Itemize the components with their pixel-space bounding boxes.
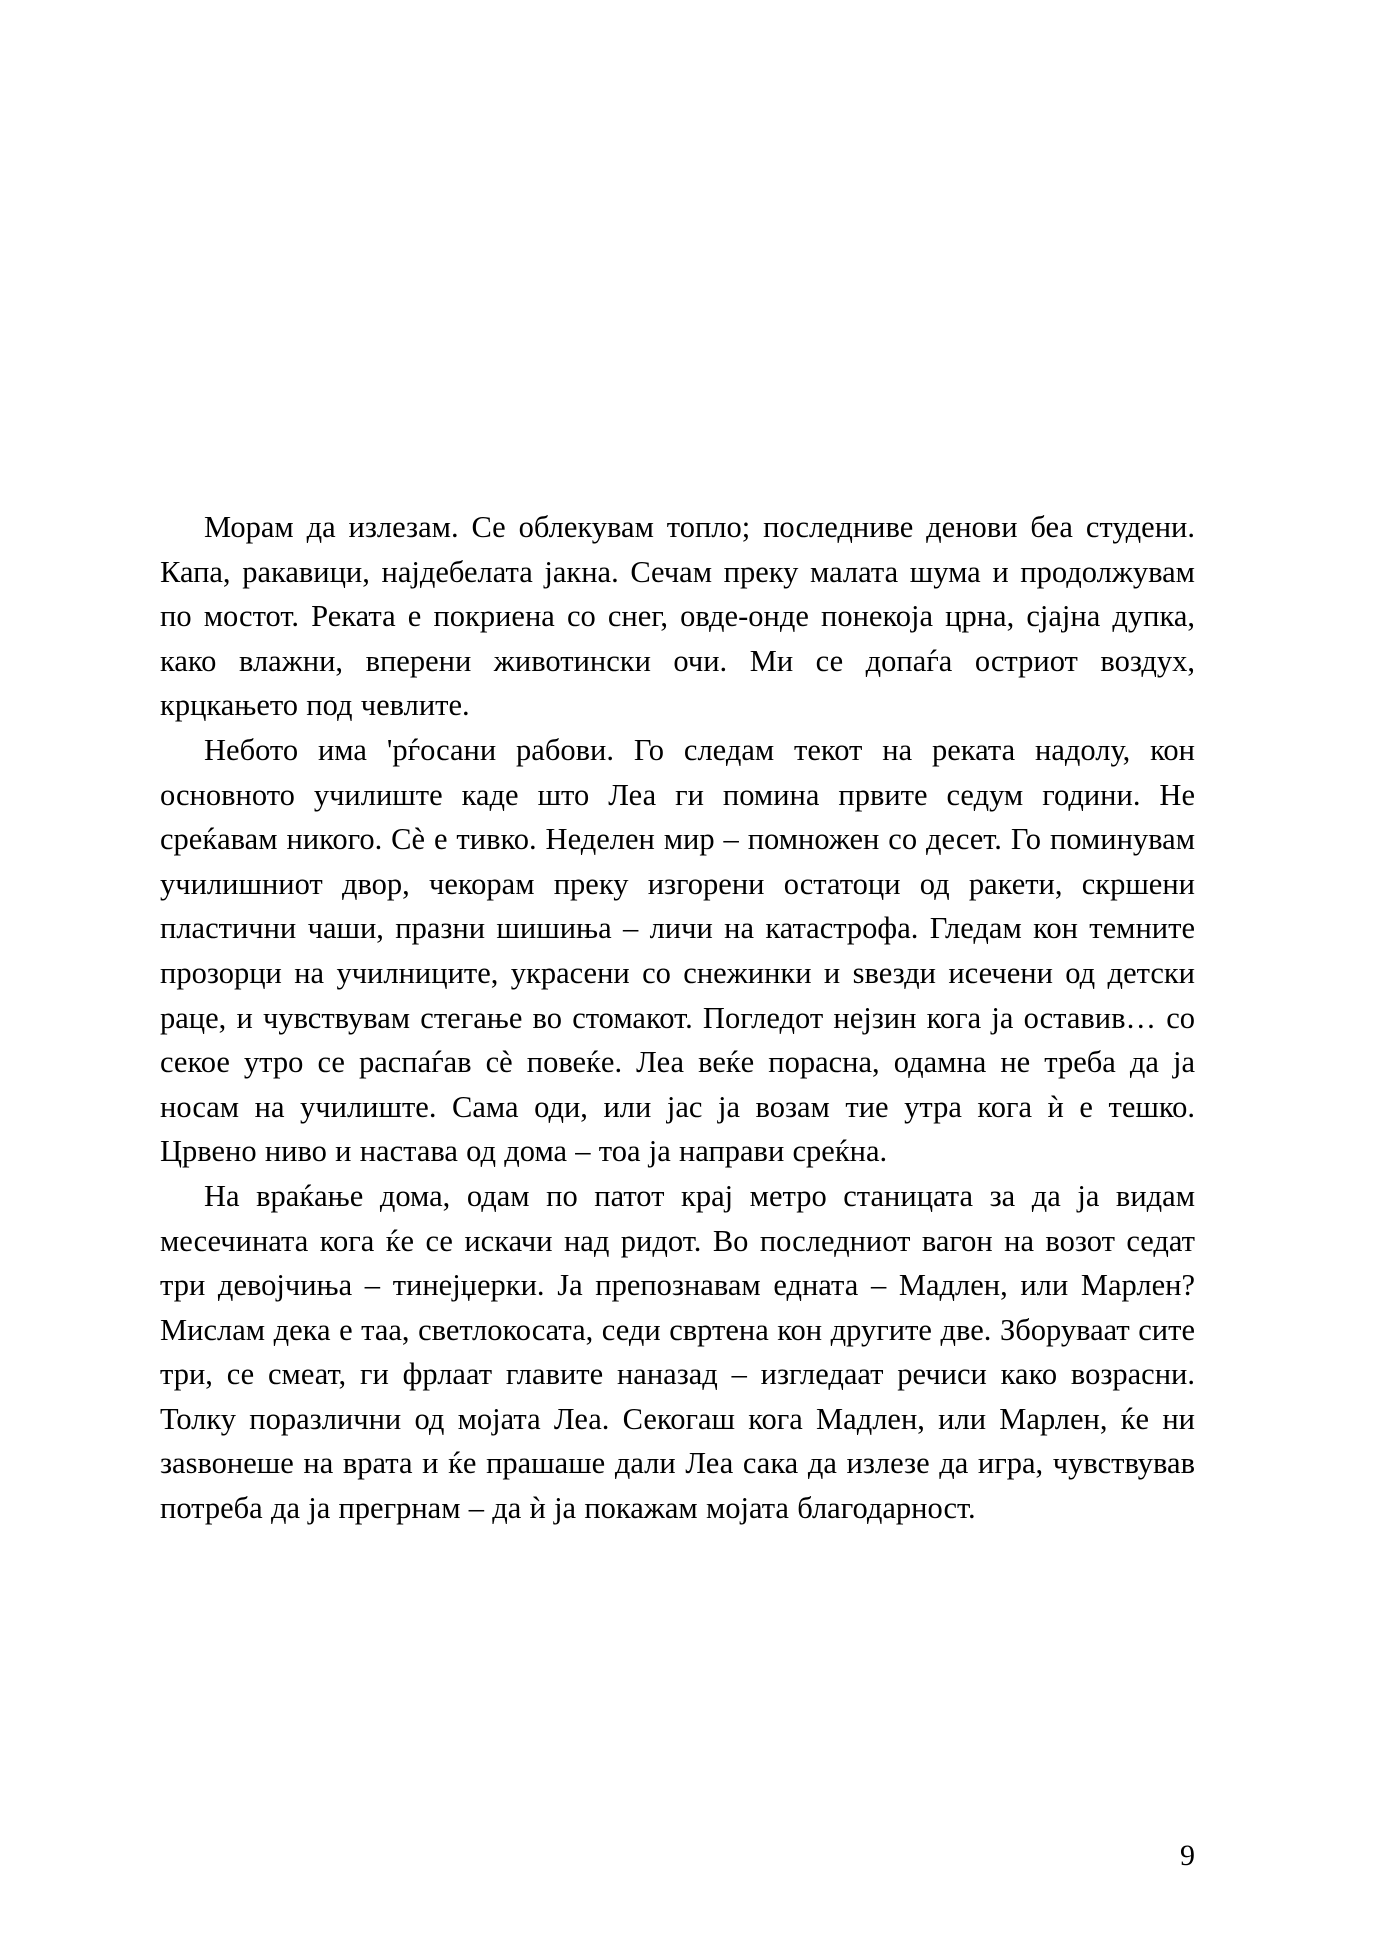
page-number: 9: [1180, 1839, 1195, 1872]
page-text-block: [160, 505, 1195, 1531]
paragraph: На враќање дома, одам по патот крај метро станицата за да ја видам месечината кога ќе се искачи над ридот. Во последниот вагон на возот седат три девојчиња – тинејџерки. Ја препознавам едната – Мадлен, или Марлен? Мислам дека е таа, светлокосата, седи свртена кон другите две. Зборуваат сите три, се смеат, ги фрлаат главите наназад – изгледаат речиси како возрасни. Толку поразлични од мојата Леа. Секогаш кога Мадлен, или Марлен, ќе ни заѕвонеше на врата и ќе прашаше дали Леа сака да излезе да игра, чувствував потреба да ја прегрнам – да ѝ ја покажам мојата благодарност.: [160, 1178, 1195, 1526]
paragraph: Небото има 'рѓосани рабови. Го следам текот на реката надолу, кон основното училиште каде што Леа ги помина првите седум години. Не среќавам никого. Сѐ е тивко. Неделен мир – помножен со десет. Го поминувам училишниот двор, чекорам преку изгорени остатоци од ракети, скршени пластични чаши, празни шишиња – личи на катастрофа. Гледам кон темните прозорци на училниците, украсени со снежинки и ѕвезди исечени од детски раце, и чувствувам стегање во стомакот. Погледот нејзин кога ја оставив… со секое утро се распаѓав сѐ повеќе. Леа веќе порасна, одамна не треба да ја носам на училиште. Сама оди, или јас ја возам тие утра кога ѝ е тешко. Црвено ниво и настава од дома – тоа ја направи среќна.: [160, 732, 1195, 1169]
paragraph: Морам да излезам. Се облекувам топло; последниве денови беа студени. Капа, ракавици, најдебелата јакна. Сечам преку малата шума и продолжувам по мостот. Реката е покриена со снег, овде-онде понекоја црна, сјајна дупка, како влажни, вперени животински очи. Ми се допаѓа остриот воздух, крцкањето под чевлите.: [160, 510, 1195, 723]
